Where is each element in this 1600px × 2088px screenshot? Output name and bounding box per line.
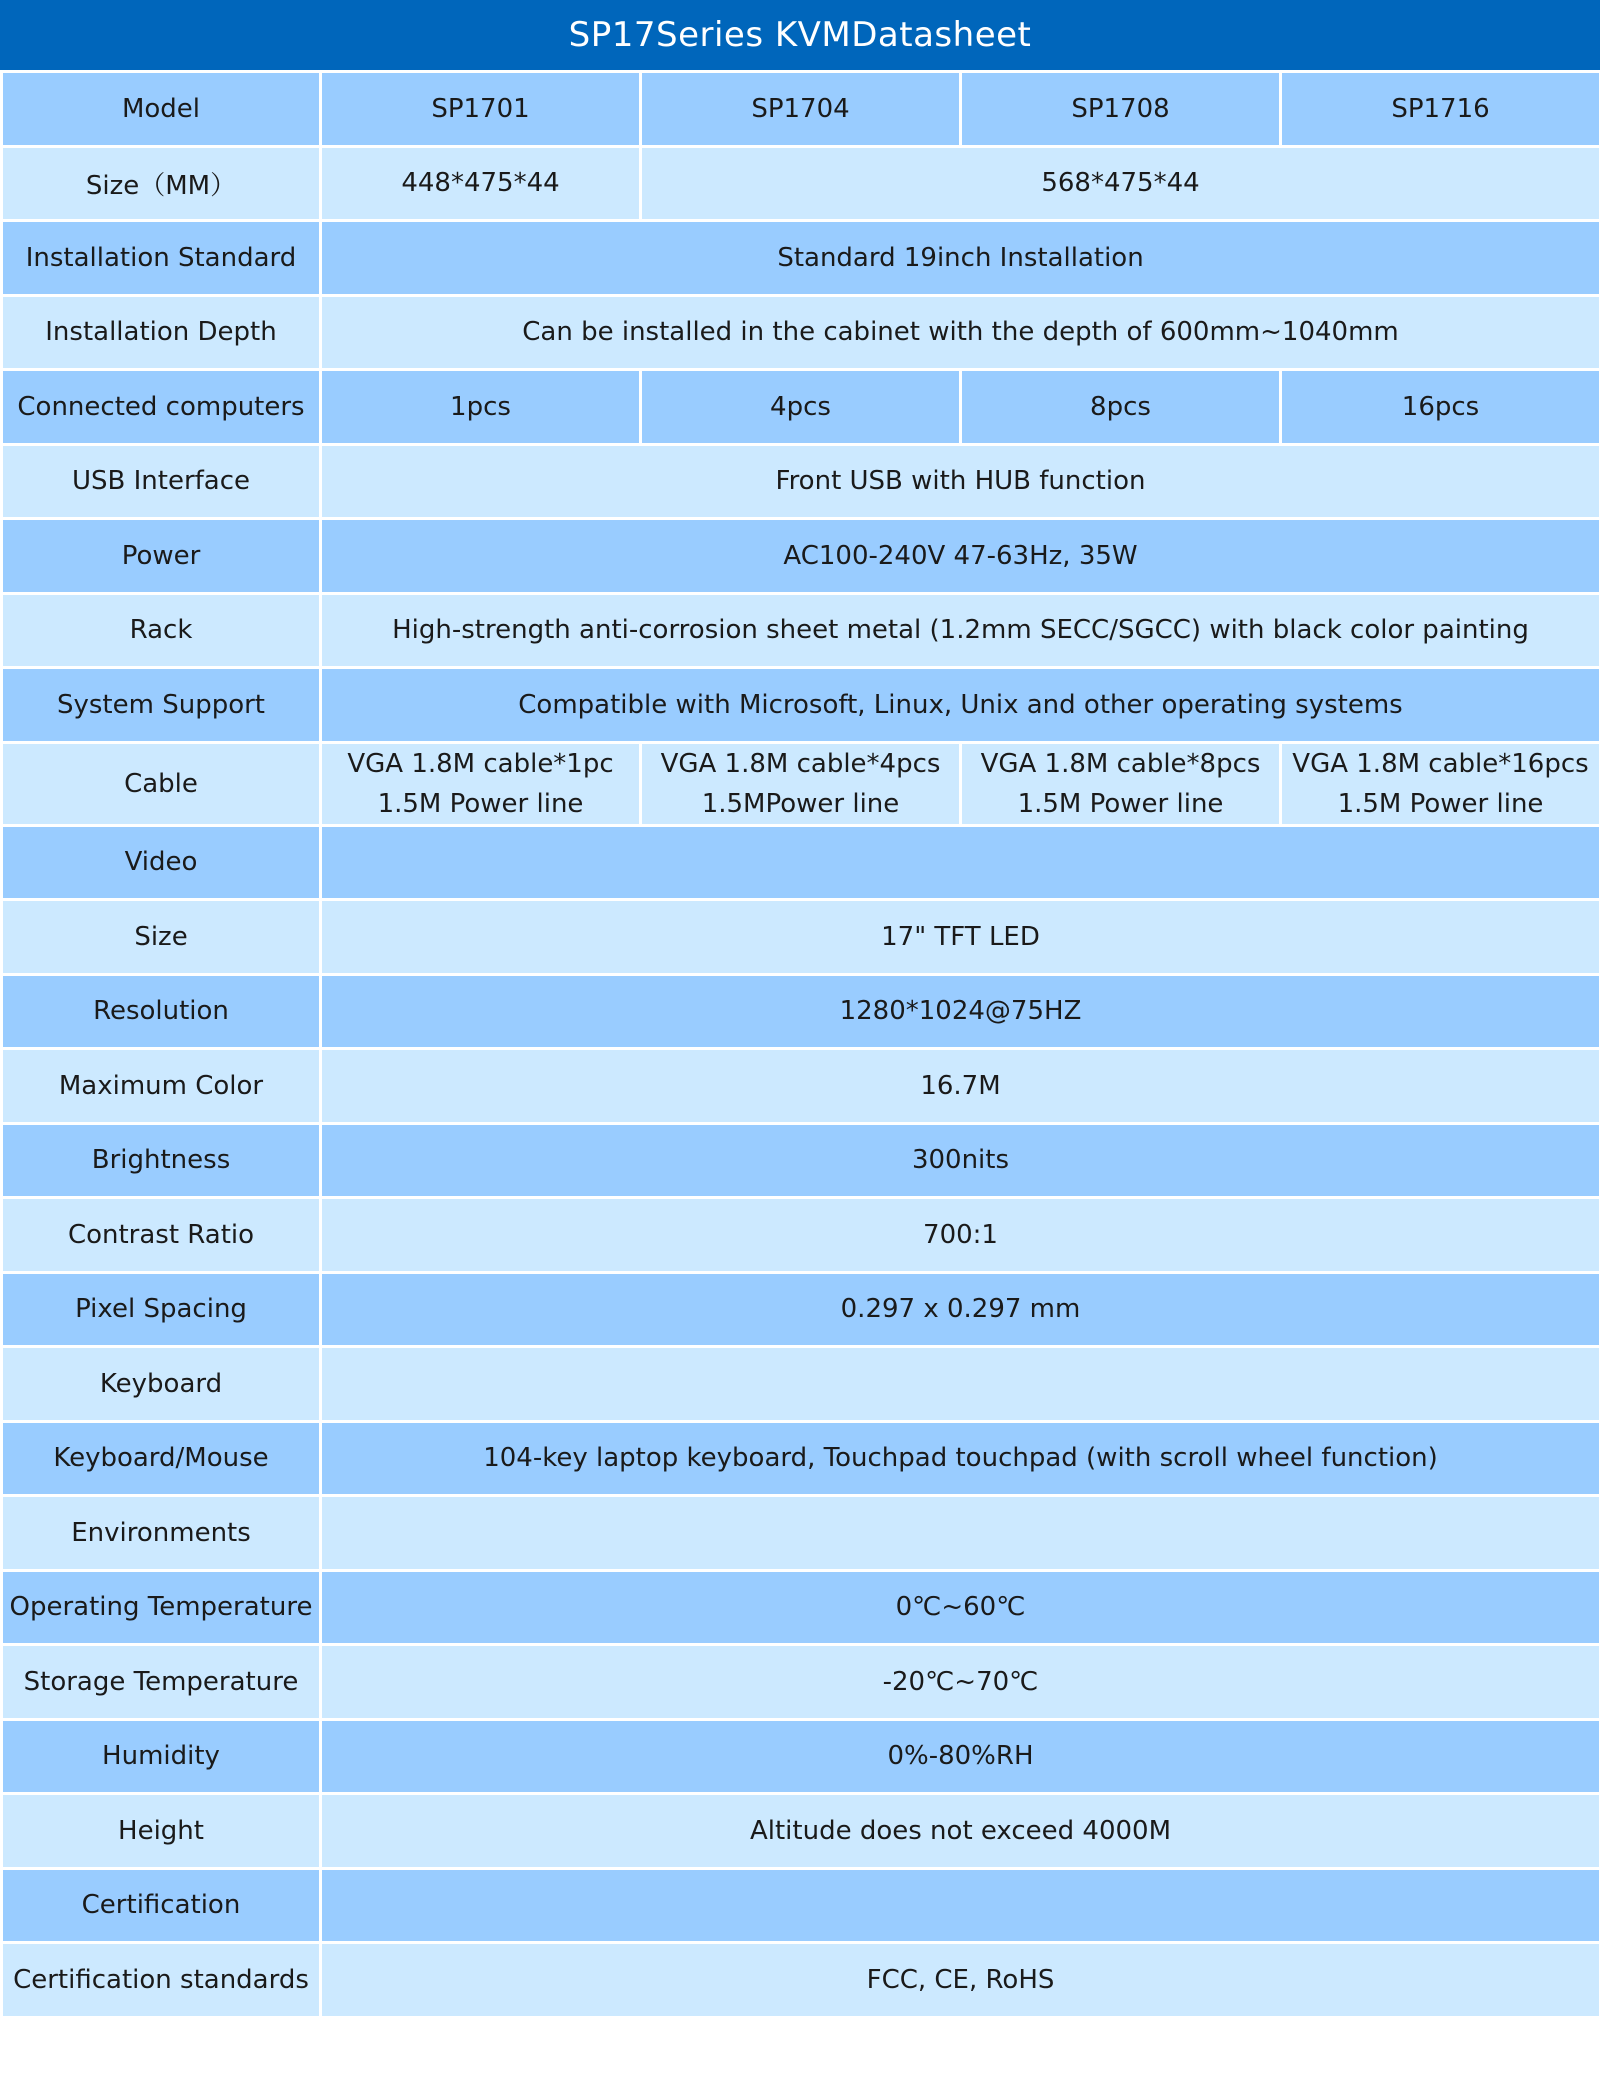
table-row <box>3 827 1599 899</box>
row-value: Standard 19inch Installation <box>322 222 1599 294</box>
table-row <box>3 744 1599 824</box>
row-label: Installation Depth <box>3 297 319 369</box>
table-row <box>3 371 1599 443</box>
row-value: FCC, CE, RoHS <box>322 1944 1599 2016</box>
table-row <box>3 1199 1599 1271</box>
table-row <box>3 1125 1599 1197</box>
table-row <box>3 1274 1599 1346</box>
cable-cell <box>1282 744 1599 824</box>
row-value: 0%-80%RH <box>322 1721 1599 1793</box>
row-label: Operating Temperature <box>3 1572 319 1644</box>
row-label: Certification standards <box>3 1944 319 2016</box>
row-value: 104-key laptop keyboard, Touchpad touchpad (with scroll wheel function) <box>322 1423 1599 1495</box>
row-label: Contrast Ratio <box>3 1199 319 1271</box>
cable-power: 1.5M Power line <box>377 788 584 819</box>
row-label: Keyboard/Mouse <box>3 1423 319 1495</box>
table-row <box>3 1795 1599 1867</box>
table-row <box>3 1572 1599 1644</box>
computers-cell: 4pcs <box>642 371 959 443</box>
size-cell: 568*475*44 <box>642 148 1599 220</box>
table-row <box>3 976 1599 1048</box>
row-label: Size <box>3 901 319 973</box>
computers-cell: 8pcs <box>962 371 1279 443</box>
computers-cell: 1pcs <box>322 371 639 443</box>
cable-vga: VGA 1.8M cable*1pc <box>347 748 614 779</box>
row-label: Height <box>3 1795 319 1867</box>
table-row <box>3 73 1599 145</box>
row-value: 700:1 <box>322 1199 1599 1271</box>
table-row <box>3 520 1599 592</box>
row-label: Installation Standard <box>3 222 319 294</box>
cable-cell <box>642 744 959 824</box>
row-label: Pixel Spacing <box>3 1274 319 1346</box>
row-value: Altitude does not exceed 4000M <box>322 1795 1599 1867</box>
table-row <box>3 669 1599 741</box>
row-value: 300nits <box>322 1125 1599 1197</box>
row-value <box>322 1497 1599 1569</box>
row-value: 17" TFT LED <box>322 901 1599 973</box>
row-label: Size（MM） <box>3 148 319 220</box>
row-value <box>322 827 1599 899</box>
row-value <box>322 1870 1599 1942</box>
table-row <box>3 1050 1599 1122</box>
model-cell: SP1716 <box>1282 73 1599 145</box>
cable-vga: VGA 1.8M cable*16pcs <box>1292 748 1589 779</box>
row-value: High-strength anti-corrosion sheet metal (1.2mm SECC/SGCC) with black color painting <box>322 595 1599 667</box>
table-row <box>3 901 1599 973</box>
table-row <box>3 297 1599 369</box>
computers-cell: 16pcs <box>1282 371 1599 443</box>
model-cell: SP1708 <box>962 73 1279 145</box>
row-label: Power <box>3 520 319 592</box>
spec-table <box>0 70 1600 2019</box>
row-label: Rack <box>3 595 319 667</box>
table-row <box>3 1497 1599 1569</box>
row-value: -20℃~70℃ <box>322 1646 1599 1718</box>
table-row <box>3 1423 1599 1495</box>
model-cell: SP1704 <box>642 73 959 145</box>
section-label: Video <box>3 827 319 899</box>
table-row <box>3 222 1599 294</box>
row-label: Maximum Color <box>3 1050 319 1122</box>
row-label: Model <box>3 73 319 145</box>
table-row <box>3 1646 1599 1718</box>
cable-vga: VGA 1.8M cable*4pcs <box>660 748 941 779</box>
row-value <box>322 1348 1599 1420</box>
table-row <box>3 1721 1599 1793</box>
table-row <box>3 446 1599 518</box>
table-row <box>3 1348 1599 1420</box>
row-label: Humidity <box>3 1721 319 1793</box>
row-value: 0.297 x 0.297 mm <box>322 1274 1599 1346</box>
section-label: Keyboard <box>3 1348 319 1420</box>
row-label: Brightness <box>3 1125 319 1197</box>
row-label: Storage Temperature <box>3 1646 319 1718</box>
cable-power: 1.5M Power line <box>1017 788 1224 819</box>
cable-power: 1.5M Power line <box>1337 788 1544 819</box>
row-label: Resolution <box>3 976 319 1048</box>
table-row <box>3 148 1599 220</box>
cable-vga: VGA 1.8M cable*8pcs <box>980 748 1261 779</box>
row-label: USB Interface <box>3 446 319 518</box>
row-value: AC100-240V 47-63Hz, 35W <box>322 520 1599 592</box>
section-label: Certification <box>3 1870 319 1942</box>
row-value: Can be installed in the cabinet with the depth of 600mm~1040mm <box>322 297 1599 369</box>
row-value: 1280*1024@75HZ <box>322 976 1599 1048</box>
table-row <box>3 1944 1599 2016</box>
cable-cell <box>962 744 1279 824</box>
row-label: System Support <box>3 669 319 741</box>
row-value: Front USB with HUB function <box>322 446 1599 518</box>
row-label: Connected computers <box>3 371 319 443</box>
cable-cell <box>322 744 639 824</box>
table-row <box>3 1870 1599 1942</box>
table-row <box>3 595 1599 667</box>
row-value: Compatible with Microsoft, Linux, Unix and other operating systems <box>322 669 1599 741</box>
row-value: 0℃~60℃ <box>322 1572 1599 1644</box>
row-value: 16.7M <box>322 1050 1599 1122</box>
datasheet-title: SP17Series KVMDatasheet <box>0 0 1600 70</box>
size-cell: 448*475*44 <box>322 148 639 220</box>
cable-power: 1.5MPower line <box>701 788 900 819</box>
section-label: Environments <box>3 1497 319 1569</box>
row-label: Cable <box>3 744 319 824</box>
model-cell: SP1701 <box>322 73 639 145</box>
